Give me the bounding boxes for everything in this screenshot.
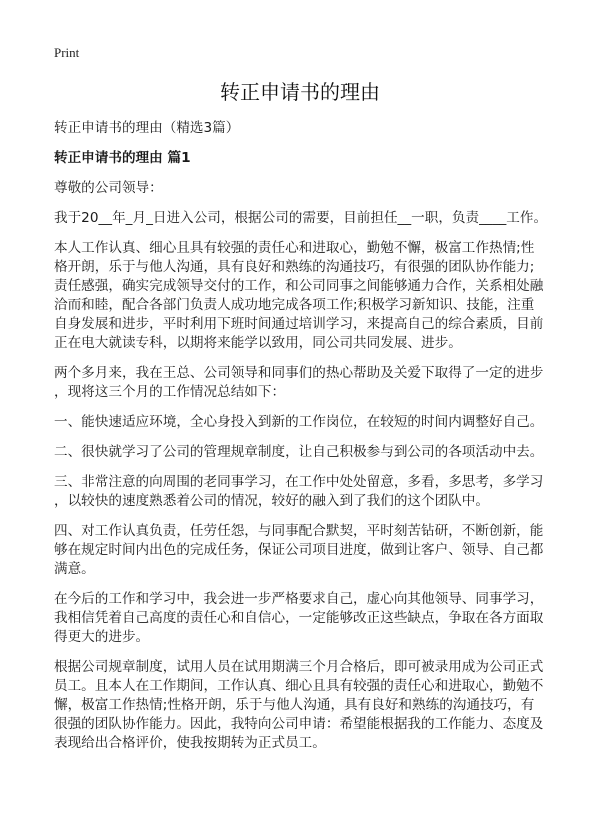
- paragraph-line: ，现将这三个月的工作情况总结如下：: [54, 384, 286, 400]
- paragraph-line: 自身发展和进步，平时利用下班时间通过培训学习，来提高自己的综合素质，目前: [54, 316, 544, 332]
- paragraph-line: 尊敬的公司领导：: [54, 180, 163, 196]
- paragraph: [54, 522, 554, 579]
- paragraph-line: ，以较快的速度熟悉着公司的情况，较好的融入到了我们的这个团队中。: [54, 493, 489, 509]
- paragraph-line: 格开朗，乐于与他人沟通，具有良好和熟练的沟通技巧，有很强的团队协作能力;: [54, 259, 535, 275]
- paragraph: [54, 209, 554, 228]
- paragraph-line: 一、能快速适应环境，全心身投入到新的工作岗位，在较短的时间内调整好自己。: [54, 414, 544, 430]
- subtitle: 转正申请书的理由（精选3篇）: [54, 120, 240, 136]
- paragraph: [54, 239, 554, 353]
- paragraph-line: 洽而和睦，配合各部门负责人成功地完成各项工作;积极学习新知识、技能，注重: [54, 297, 535, 313]
- paragraph-line: 本人工作认真、细心且具有较强的责任心和进取心，勤勉不懈，极富工作热情;性: [54, 240, 535, 256]
- paragraph-line: 员工。且本人在工作期间，工作认真、细心且具有较强的责任心和进取心，勤勉不: [54, 678, 544, 694]
- paragraph-line: 责任感强，确实完成领导交付的工作，和公司同事之间能够通力合作，关系相处融: [54, 278, 544, 294]
- document-title: 转正申请书的理由: [220, 80, 380, 104]
- paragraph-line: 三、非常注意的向周围的老同事学习，在工作中处处留意，多看，多思考，多学习: [54, 474, 544, 490]
- paragraph-line: 两个多月来，我在王总、公司领导和同事们的热心帮助及关爱下取得了一定的进步: [54, 365, 544, 381]
- paragraph: [54, 179, 554, 198]
- print-link[interactable]: Print: [54, 45, 80, 60]
- paragraph-line: 我于20__年_月_日进入公司，根据公司的需要，目前担任__一职，负责____工作。: [54, 210, 548, 226]
- paragraph-line: 表现给出合格评价，使我按期转为正式员工。: [54, 735, 326, 751]
- paragraph-line: 很强的团队协作能力。因此，我特向公司申请：希望能根据我的工作能力、态度及: [54, 716, 544, 732]
- paragraph: [54, 658, 554, 753]
- paragraphs: [54, 179, 554, 753]
- paragraph-line: 根据公司规章制度，试用人员在试用期满三个月合格后，即可被录用成为公司正式: [54, 659, 544, 675]
- paragraph-line: 正在电大就读专科，以期将来能学以致用，同公司共同发展、进步。: [54, 335, 462, 351]
- paragraph: [54, 473, 554, 511]
- paragraph-line: 在今后的工作和学习中，我会进一步严格要求自己，虚心向其他领导、同事学习，: [54, 591, 544, 607]
- paragraph-line: 二、很快就学习了公司的管理规章制度，让自己积极参与到公司的各项活动中去。: [54, 444, 544, 460]
- section-heading: 转正申请书的理由 篇1: [54, 150, 191, 166]
- paragraph-line: 满意。: [54, 561, 95, 577]
- paragraph-line: 四、对工作认真负责，任劳任怨，与同事配合默契，平时刻苦钻研，不断创新，能: [54, 523, 544, 539]
- paragraph-line: 够在规定时间内出色的完成任务，保证公司项目进度，做到让客户、领导、自己都: [54, 542, 544, 558]
- paragraph: [54, 364, 554, 402]
- paragraph-line: 懈，极富工作热情;性格开朗，乐于与他人沟通，具有良好和熟练的沟通技巧，有: [54, 697, 535, 713]
- paragraph-line: 得更大的进步。: [54, 629, 150, 645]
- paragraph: [54, 413, 554, 432]
- paragraph: [54, 443, 554, 462]
- paragraph: [54, 590, 554, 647]
- document-body: [54, 119, 554, 764]
- paragraph-line: 我相信凭着自己高度的责任心和自信心，一定能够改正这些缺点，争取在各方面取: [54, 610, 544, 626]
